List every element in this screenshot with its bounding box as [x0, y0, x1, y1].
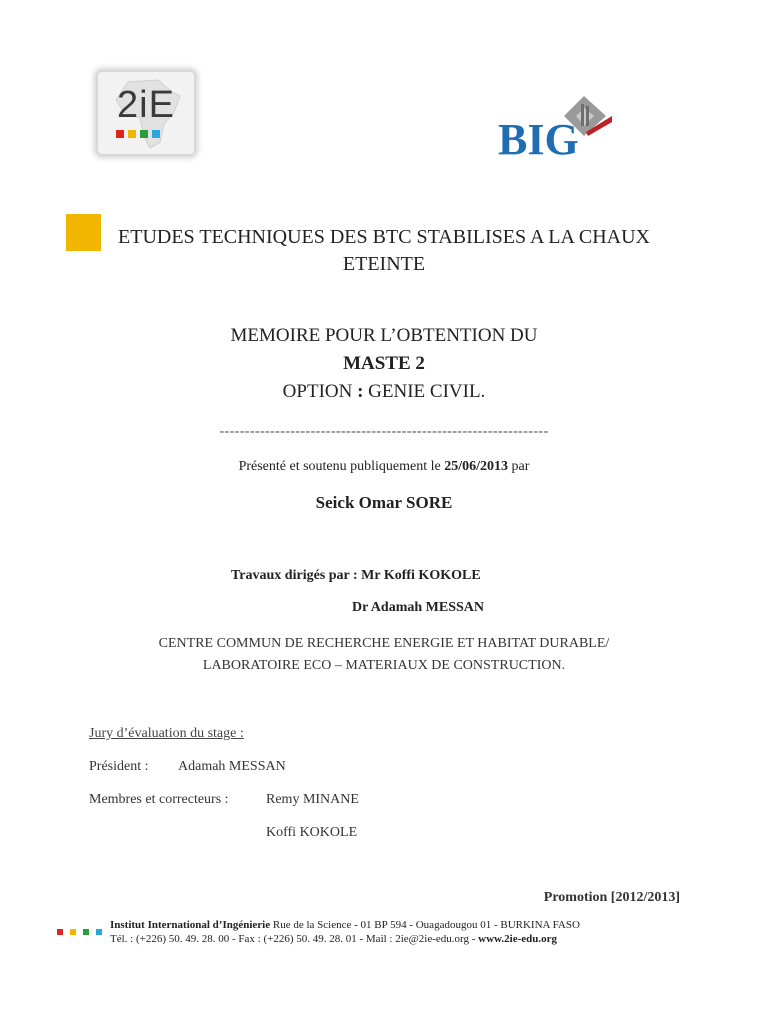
presentation-suffix: par: [508, 459, 530, 474]
red-dot-icon: [57, 929, 63, 935]
promotion: Promotion [2012/2013]: [543, 890, 680, 905]
member-2: Koffi KOKOLE: [266, 825, 358, 840]
footer-website-link[interactable]: www.2ie-edu.org: [478, 933, 557, 945]
green-dot-icon: [83, 929, 89, 935]
footer-contact: Tél. : (+226) 50. 49. 28. 00 - Fax : (+226) 50. 49. 28. 01 - Mail : 2ie@2ie-edu.org -: [110, 933, 479, 945]
2ie-logo-text: 2iE: [117, 84, 175, 126]
big-logo: [496, 94, 614, 166]
member-1: Remy MINANE: [266, 792, 359, 807]
members-label: Membres et correcteurs :: [89, 792, 229, 807]
yellow-dot-icon: [70, 929, 76, 935]
research-centre: [0, 633, 768, 677]
supervisor-line-2: Dr Adamah MESSAN: [352, 600, 484, 615]
red-dot-icon: [116, 130, 124, 138]
title-line-1: ETUDES TECHNIQUES DES BTC STABILISES A LA CHAUX: [118, 226, 650, 248]
blue-dot-icon: [96, 929, 102, 935]
president-label: Président :: [89, 759, 149, 774]
option-label: OPTION: [282, 381, 358, 402]
presentation-text: Présenté et soutenu publiquement le: [238, 459, 445, 474]
green-dot-icon: [140, 130, 148, 138]
footer-dots: [57, 922, 109, 940]
thesis-title: [0, 224, 768, 278]
degree-line-1: MEMOIRE POUR L’OBTENTION DU: [230, 325, 538, 346]
author-name: Seick Omar SORE: [315, 493, 453, 512]
big-logo-text: BIG: [498, 115, 579, 164]
blue-dot-icon: [152, 130, 160, 138]
presentation-date: 25/06/2013: [444, 459, 509, 474]
jury-heading: Jury d’évaluation du stage :: [89, 726, 244, 741]
centre-line-1: CENTRE COMMUN DE RECHERCHE ENERGIE ET HABITAT DURABLE/: [158, 636, 610, 651]
footer-address-line: [110, 919, 580, 931]
footer-contact-line: [110, 933, 557, 945]
footer-institute: Institut International d’Ingénierie: [110, 919, 271, 931]
title-line-2: ETEINTE: [342, 253, 426, 275]
footer-address: Rue de la Science - 01 BP 594 - Ouagadougou 01 - BURKINA FASO: [270, 919, 580, 931]
yellow-dot-icon: [128, 130, 136, 138]
2ie-logo-dots: [116, 125, 164, 143]
degree-option: [0, 381, 768, 403]
president-name: Adamah MESSAN: [178, 759, 286, 774]
supervisor-line-1: Travaux dirigés par : Mr Koffi KOKOLE: [231, 568, 481, 583]
separator-line: -----------------------------------------------------------------: [219, 424, 549, 439]
degree-line-2: MASTE 2: [343, 353, 425, 374]
centre-line-2: LABORATOIRE ECO – MATERIAUX DE CONSTRUCTION.: [202, 658, 566, 673]
option-colon: :: [357, 381, 364, 402]
2ie-logo: [96, 70, 196, 156]
presentation-line: [0, 459, 768, 475]
option-value: GENIE CIVIL.: [363, 381, 486, 402]
